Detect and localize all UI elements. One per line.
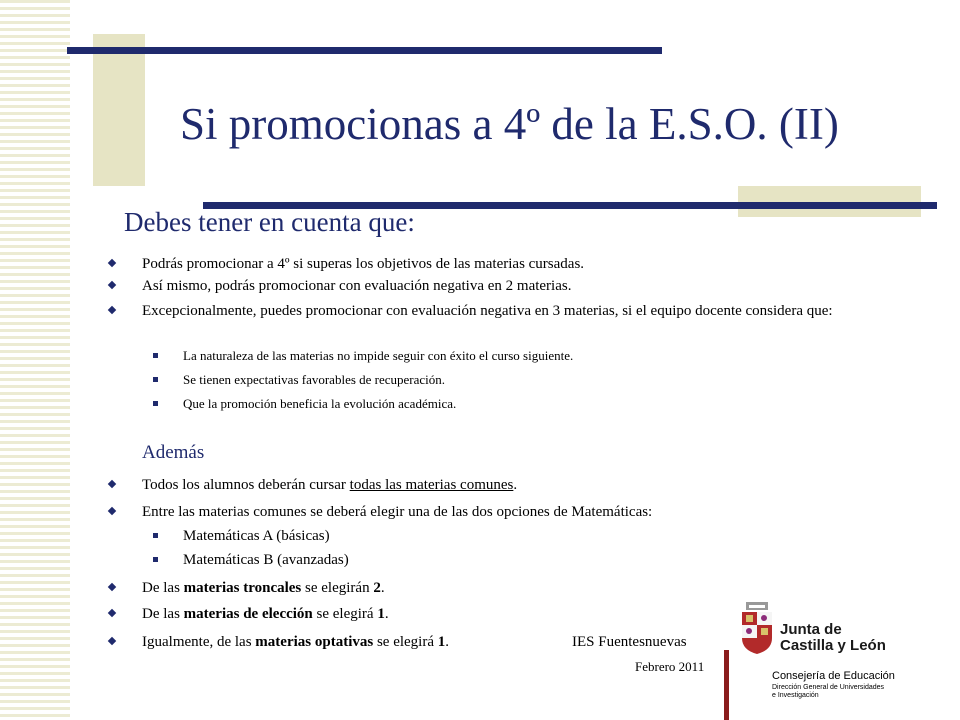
- logo-line-2: Castilla y León: [780, 637, 886, 654]
- condition-item: [183, 396, 456, 412]
- bold-term: materias troncales: [183, 580, 302, 596]
- subdepartment-line-2: e Investigación: [772, 692, 819, 699]
- diamond-bullet-icon: [108, 306, 116, 314]
- coat-of-arms-icon: [740, 602, 774, 654]
- logo-name: [780, 622, 886, 654]
- bold-number: 1: [437, 634, 446, 650]
- junta-castilla-leon-logo: [736, 602, 936, 712]
- square-bullet-icon: [153, 377, 158, 382]
- decorative-block-top: [93, 34, 145, 186]
- subdepartment-name: [772, 684, 884, 700]
- square-bullet-icon: [153, 533, 158, 538]
- bullet-text: Entre las materias comunes se deberá elegir una de las dos opciones de Matemáticas:: [142, 504, 653, 520]
- condition-text: Se tienen expectativas favorables de recuperación.: [183, 372, 446, 387]
- math-option-item: [183, 551, 349, 569]
- bullet-item: [142, 633, 562, 651]
- bold-number: 2: [373, 580, 381, 596]
- decorative-bar-top: [67, 47, 662, 54]
- diamond-bullet-icon: [108, 281, 116, 289]
- bullet-item: [142, 255, 842, 273]
- bullet-text-post: .: [380, 580, 385, 596]
- math-option-text: Matemáticas B (avanzadas): [183, 552, 349, 568]
- condition-text: Que la promoción beneficia la evolución académica.: [183, 396, 457, 411]
- bullet-text: Podrás promocionar a 4º si superas los objetivos de las materias cursadas.: [142, 256, 585, 272]
- diamond-bullet-icon: [108, 583, 116, 591]
- diamond-bullet-icon: [108, 480, 116, 488]
- bullet-text-pre: Igualmente, de las: [142, 634, 256, 650]
- condition-item: [183, 372, 445, 388]
- bullet-text-pre: De las: [142, 606, 184, 622]
- square-bullet-icon: [153, 353, 158, 358]
- department-name: Consejería de Educación: [772, 670, 895, 682]
- square-bullet-icon: [153, 557, 158, 562]
- bullet-text-mid: se elegirán: [301, 580, 374, 596]
- math-option-text: Matemáticas A (básicas): [183, 528, 330, 544]
- bullet-text-pre: De las: [142, 580, 184, 596]
- bold-term: materias optativas: [255, 634, 374, 650]
- bullet-text: Así mismo, podrás promocionar con evaluación negativa en 2 materias.: [142, 278, 572, 294]
- bullet-item: [142, 302, 842, 320]
- diamond-bullet-icon: [108, 507, 116, 515]
- math-option-item: [183, 527, 330, 545]
- bullet-text-post: .: [513, 477, 518, 493]
- bullet-text: Excepcionalmente, puedes promocionar con evaluación negativa en 3 materias, si el equipo docente considera que:: [142, 303, 833, 319]
- bullet-item: [142, 605, 702, 623]
- slide-subtitle: Debes tener en cuenta que:: [124, 207, 415, 237]
- diamond-bullet-icon: [108, 259, 116, 267]
- bullet-item: [142, 277, 842, 295]
- footer-school: IES Fuentesnuevas: [572, 634, 687, 650]
- diamond-bullet-icon: [108, 609, 116, 617]
- accent-divider: [724, 650, 729, 720]
- bullet-text-post: .: [445, 634, 450, 650]
- condition-item: [183, 348, 573, 364]
- condition-text: La naturaleza de las materias no impide seguir con éxito el curso siguiente.: [183, 348, 574, 363]
- bullet-item: [142, 503, 842, 521]
- diamond-bullet-icon: [108, 637, 116, 645]
- bold-number: 1: [377, 606, 385, 622]
- bullet-text-mid: se elegirá: [312, 606, 378, 622]
- striped-margin: [0, 0, 70, 720]
- footer-date: Febrero 2011: [635, 659, 705, 674]
- bullet-text-mid: se elegirá: [373, 634, 438, 650]
- common-subjects-link[interactable]: todas las materias comunes: [349, 477, 514, 493]
- subdepartment-line-1: Dirección General de Universidades: [772, 684, 885, 691]
- square-bullet-icon: [153, 401, 158, 406]
- bullet-item: [142, 476, 842, 494]
- section-title-ademas: Además: [142, 442, 205, 463]
- logo-line-1: Junta de: [780, 621, 842, 638]
- bullet-text-pre: Todos los alumnos deberán cursar: [142, 477, 350, 493]
- bold-term: materias de elección: [183, 606, 313, 622]
- slide-title: Si promocionas a 4º de la E.S.O. (II): [180, 99, 839, 149]
- bullet-text-post: .: [384, 606, 389, 622]
- bullet-item: [142, 579, 702, 597]
